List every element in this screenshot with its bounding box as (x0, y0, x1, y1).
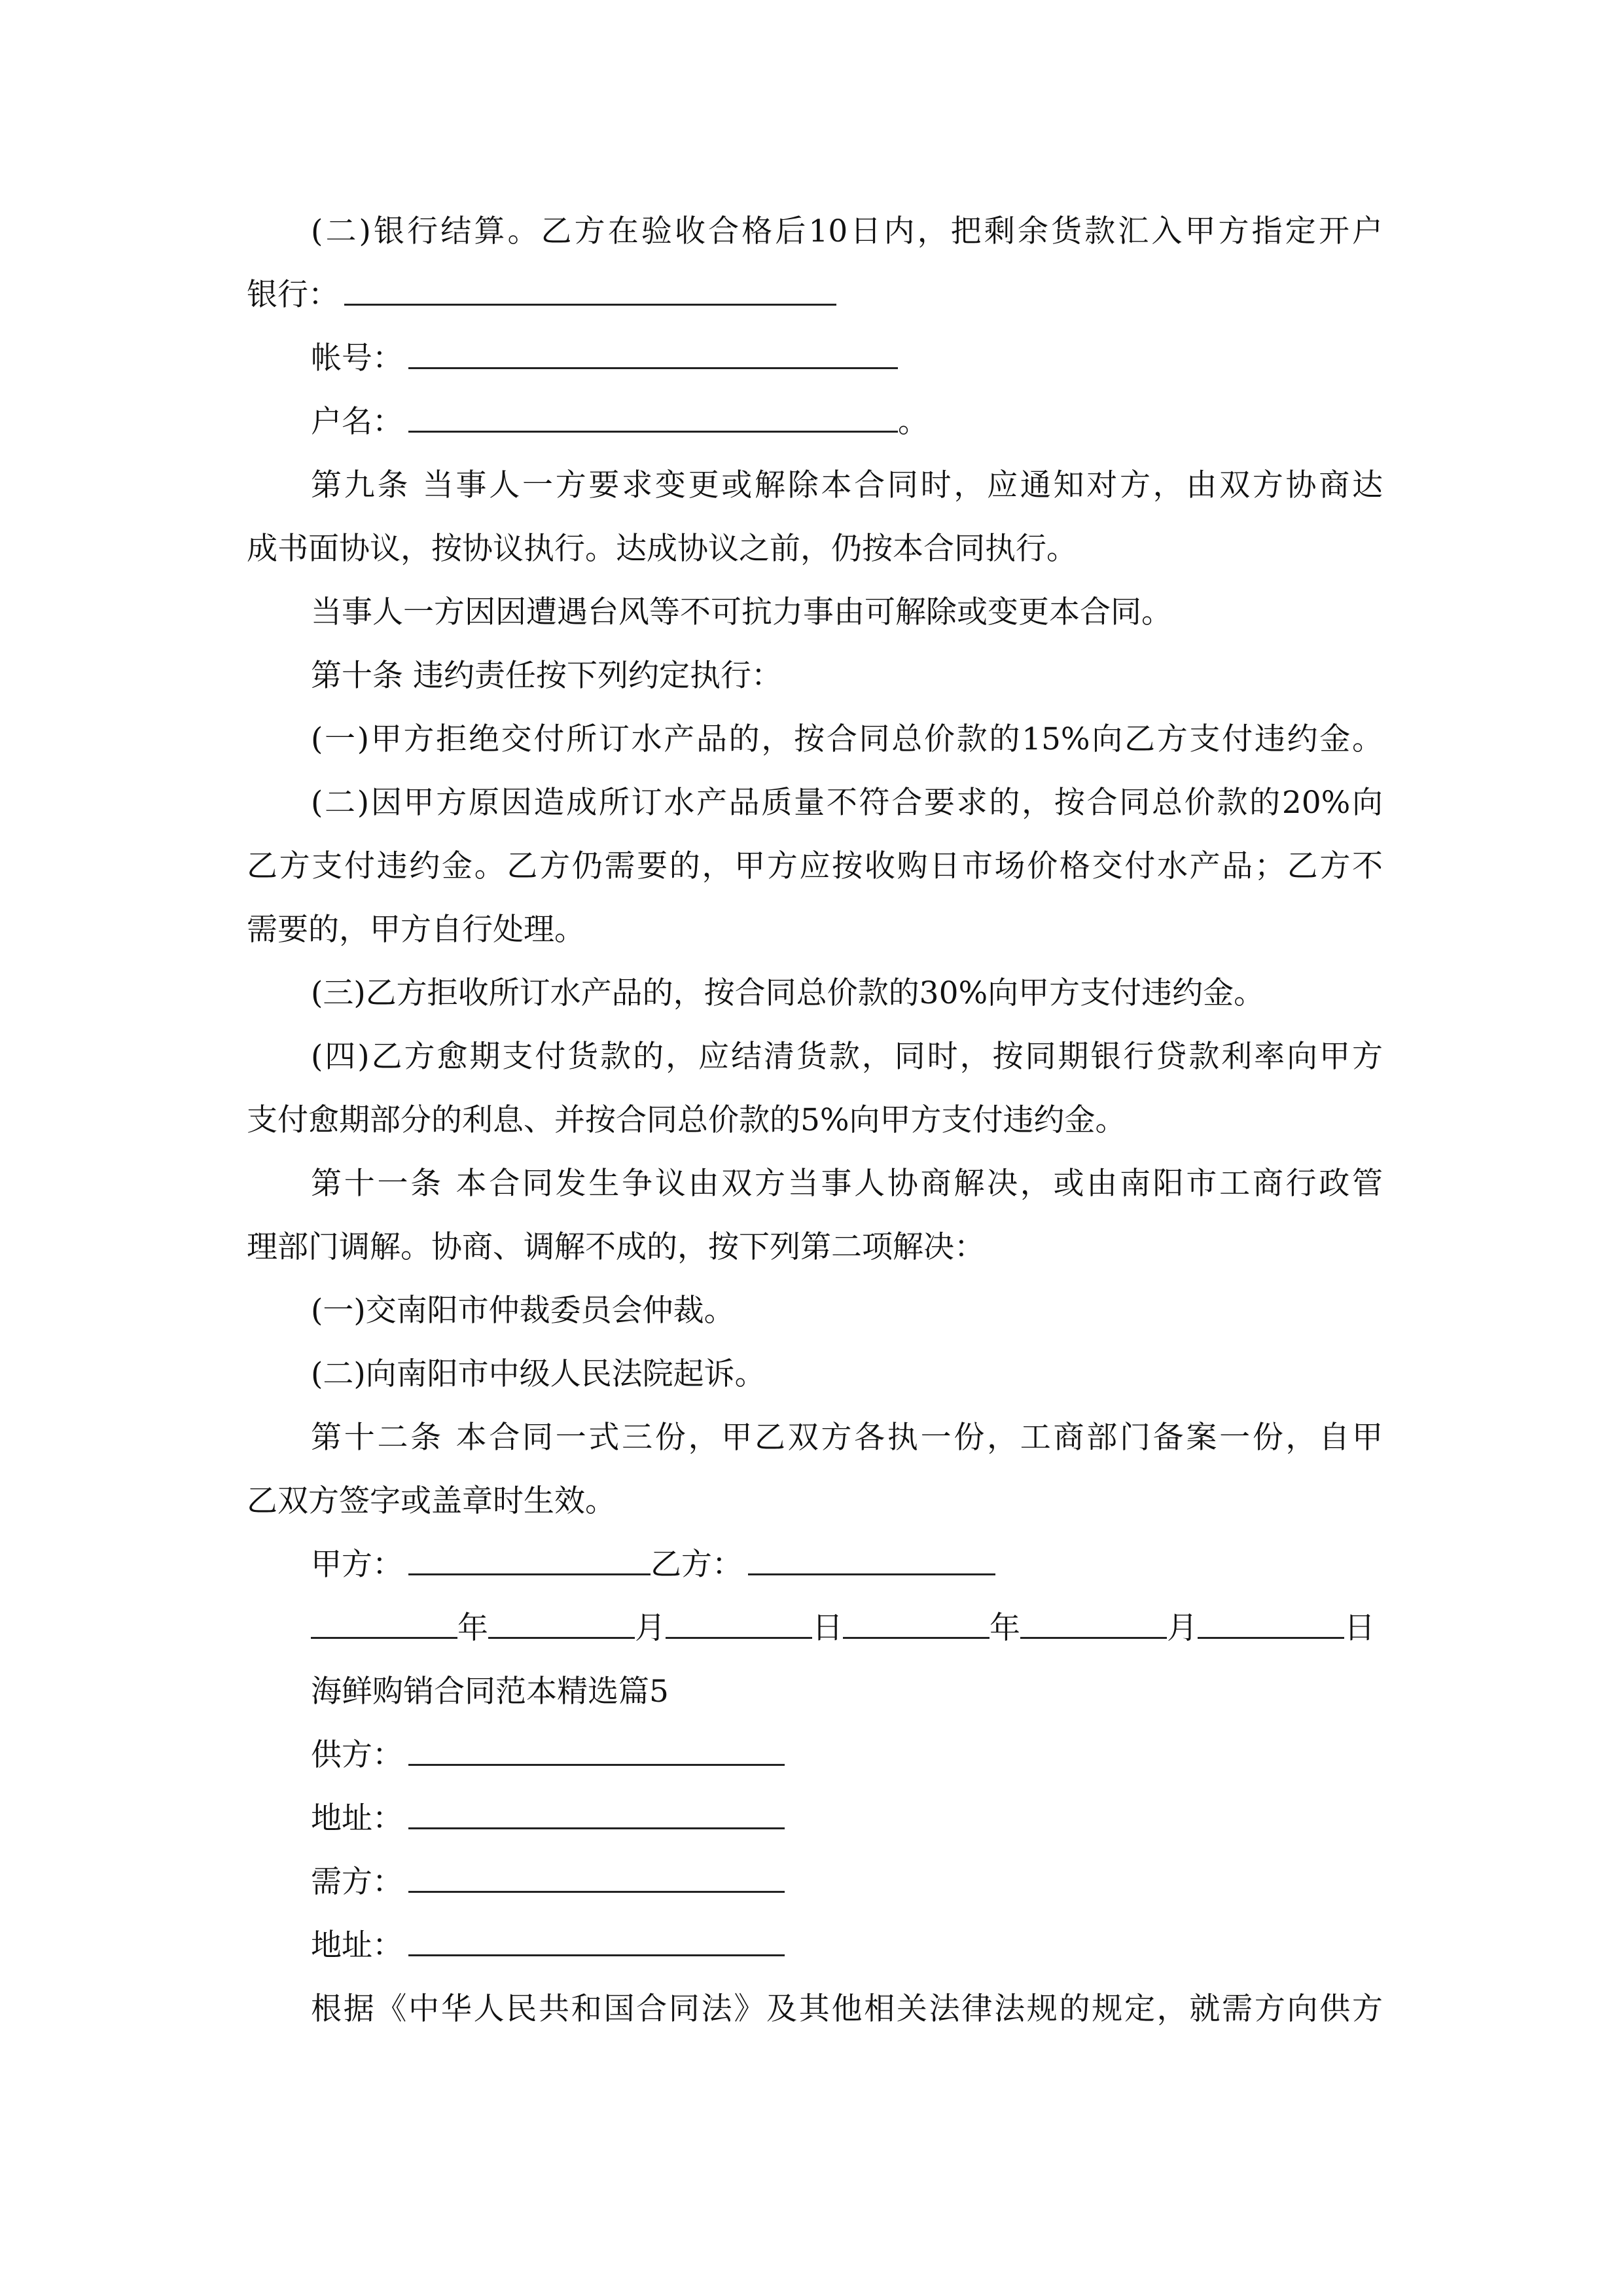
paragraph-line: 当事人一方因因遭遇台风等不可抗力事由可解除或变更本合同。 (311, 594, 1172, 630)
paragraph-line: (一)甲方拒绝交付所订水产品的，按合同总价款的15%向乙方支付违约金。 (311, 721, 1383, 757)
bank-field (247, 263, 1383, 327)
paragraph-line: 根据《中华人民共和国合同法》及其他相关法律法规的规定，就需方向供方 (311, 1991, 1383, 2027)
year-blank (311, 1596, 457, 1639)
party-a-blank (408, 1533, 651, 1575)
month-blank (1020, 1596, 1167, 1639)
paragraph-line: 理部门调解。协商、调解不成的，按下列第二项解决： (247, 1229, 985, 1265)
paragraph-line: 第十二条 本合同一式三份，甲乙双方各执一份，工商部门备案一份，自甲 (311, 1420, 1383, 1456)
bank-label: 银行： (247, 277, 339, 313)
signature-line (247, 1533, 1383, 1596)
address-field (247, 1914, 1383, 1977)
address-blank (408, 1914, 785, 1956)
party-b-label: 乙方： (651, 1547, 743, 1583)
name-label: 户名： (311, 404, 403, 440)
year-blank (843, 1596, 990, 1639)
supplier-field (247, 1723, 1383, 1787)
paragraph-line: (一)交南阳市仲裁委员会仲裁。 (311, 1293, 735, 1329)
paragraph-line: 需要的，甲方自行处理。 (247, 912, 585, 948)
day-blank (666, 1596, 812, 1639)
address-field (247, 1787, 1383, 1850)
party-b-blank (748, 1533, 995, 1575)
year-label: 年 (457, 1610, 488, 1646)
day-label: 日 (1344, 1610, 1375, 1646)
paragraph-line: (二)向南阳市中级人民法院起诉。 (311, 1356, 766, 1392)
address-label: 地址： (311, 1928, 403, 1964)
account-blank (408, 327, 898, 369)
account-label: 帐号： (311, 340, 403, 376)
document-page (247, 200, 1383, 2041)
address-blank (408, 1787, 785, 1829)
paragraph-line: (四)乙方愈期支付货款的，应结清货款，同时，按同期银行贷款利率向甲方 (311, 1039, 1383, 1075)
paragraph-line: (二)因甲方原因造成所订水产品质量不符合要求的，按合同总价款的20%向 (311, 785, 1383, 821)
paragraph-line: 乙双方签字或盖章时生效。 (247, 1483, 616, 1519)
buyer-label: 需方： (311, 1864, 403, 1900)
paragraph-line: 乙方支付违约金。乙方仍需要的，甲方应按收购日市场价格交付水产品；乙方不 (247, 848, 1383, 884)
name-end: 。 (898, 404, 929, 440)
paragraph-line: (三)乙方拒收所订水产品的，按合同总价款的30%向甲方支付违约金。 (311, 975, 1265, 1011)
day-blank (1198, 1596, 1344, 1639)
section-title: 海鲜购销合同范本精选篇5 (311, 1674, 669, 1710)
date-line (247, 1596, 1383, 1660)
day-label: 日 (812, 1610, 843, 1646)
supplier-label: 供方： (311, 1737, 403, 1773)
year-label: 年 (990, 1610, 1020, 1646)
paragraph-line: 第九条 当事人一方要求变更或解除本合同时，应通知对方，由双方协商达 (311, 467, 1383, 503)
month-blank (488, 1596, 635, 1639)
buyer-field (247, 1850, 1383, 1914)
month-label: 月 (635, 1610, 666, 1646)
party-a-label: 甲方： (311, 1547, 403, 1583)
account-field (247, 327, 1383, 390)
bank-blank (344, 263, 836, 306)
paragraph-line: 第十一条 本合同发生争议由双方当事人协商解决，或由南阳市工商行政管 (311, 1166, 1383, 1202)
name-field (247, 390, 1383, 454)
paragraph-line: 支付愈期部分的利息、并按合同总价款的5%向甲方支付违约金。 (247, 1102, 1126, 1138)
address-label: 地址： (311, 1801, 403, 1837)
buyer-blank (408, 1850, 785, 1893)
month-label: 月 (1167, 1610, 1198, 1646)
paragraph-line: 成书面协议，按协议执行。达成协议之前，仍按本合同执行。 (247, 531, 1077, 567)
name-blank (408, 390, 898, 433)
paragraph-line: (二)银行结算。乙方在验收合格后10日内，把剩余货款汇入甲方指定开户 (311, 213, 1383, 249)
paragraph-line: 第十条 违约责任按下列约定执行： (311, 658, 782, 694)
supplier-blank (408, 1723, 785, 1766)
